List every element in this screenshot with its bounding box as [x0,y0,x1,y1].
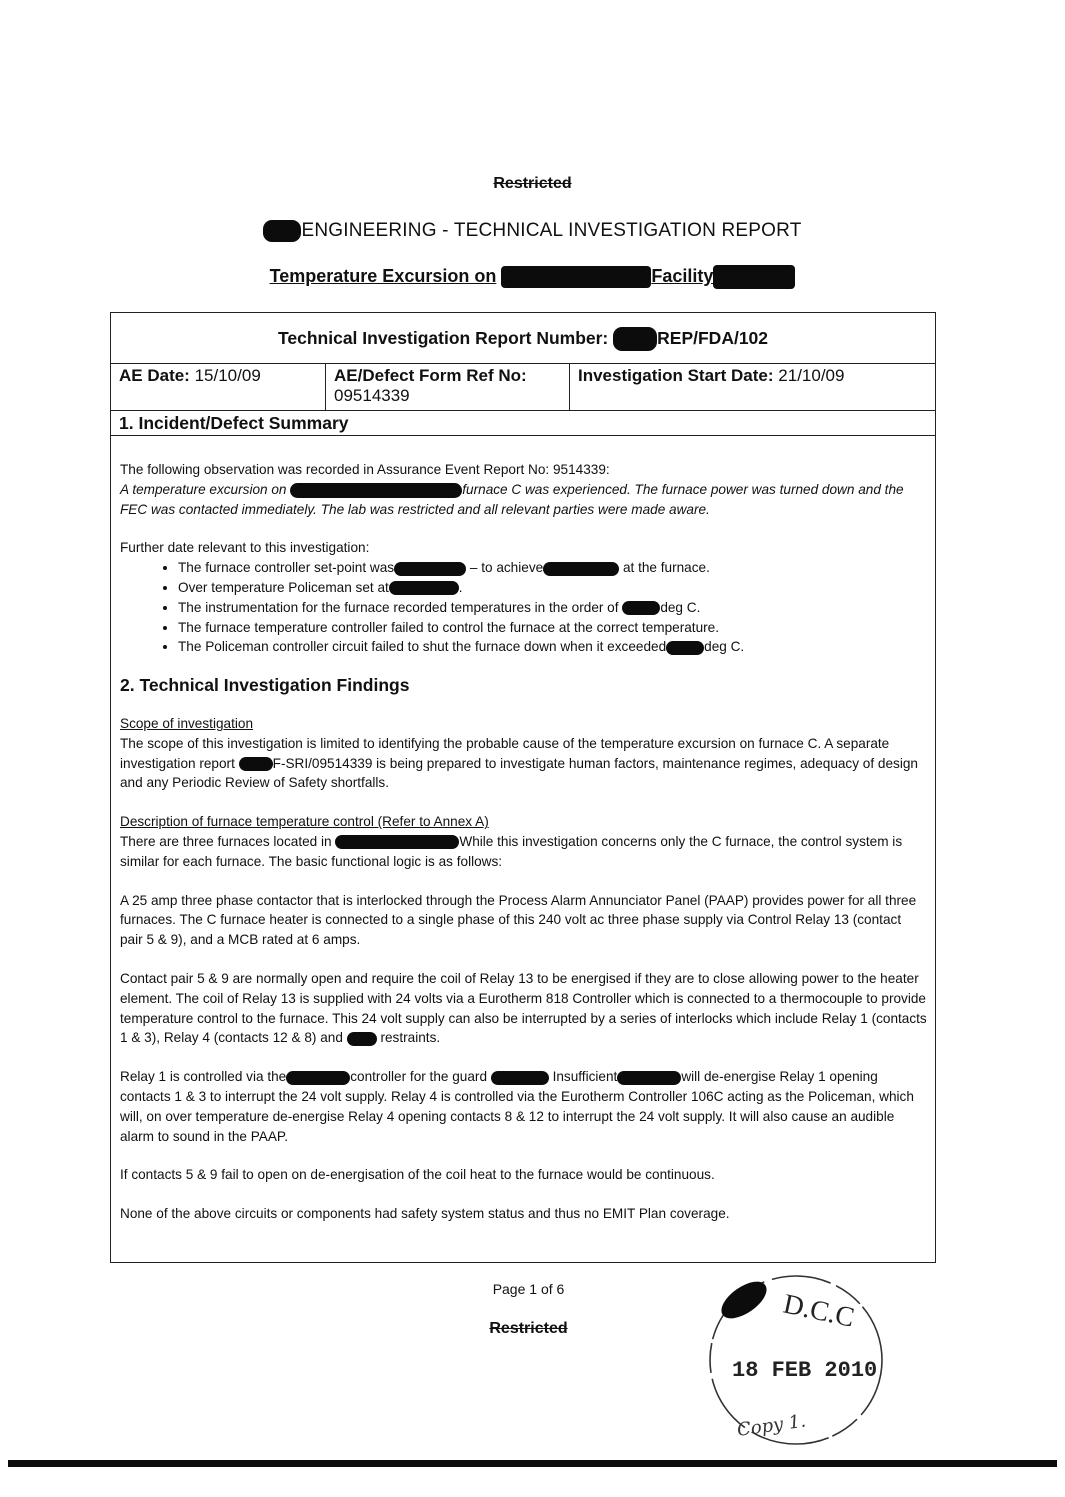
list-item: • The furnace controller set-point was – to achieve at the furnace. [178,558,927,578]
footer-restricted-marking: Restricted [489,1320,568,1337]
description-paragraph: Description of furnace temperature control (Refer to Annex A) There are three furnaces located in While this investigation concerns only the C furnace, the control system is similar for each furnace. The basic functional logic is as follows: [120,814,903,869]
redaction [622,601,660,615]
ae-date-cell: AE Date: 15/10/09 [111,364,326,410]
redaction [335,835,459,849]
redaction [543,562,619,576]
list-item: • Over temperature Policeman set at . [178,578,927,598]
defect-form-cell: AE/Defect Form Ref No: 09514339 [326,364,570,410]
dcc-received-stamp [698,1268,898,1468]
document-subtitle: Temperature Excursion on Facility [0,265,1065,289]
redaction [501,266,651,288]
observation-text: A temperature excursion on furnace C was experienced. The furnace power was turned down and the FEC was contacted immediately. The lab was restricted and all relevant parties were made aware. [120,481,904,517]
redaction [347,1032,377,1046]
further-data-list [120,558,927,657]
safety-status-paragraph: None of the above circuits or components had safety system status and thus no EMIT Plan coverage. [120,1206,730,1222]
redaction [613,327,657,351]
header-restricted-marking: Restricted [493,175,572,192]
contacts-failure-paragraph: If contacts 5 & 9 fail to open on de-energisation of the coil heat to the furnace would be continuous. [120,1167,715,1183]
section2-heading: 2. Technical Investigation Findings [120,675,410,696]
report-body [111,436,935,1224]
stamp-note: Copy 1. [735,1410,808,1441]
observation-intro: The following observation was recorded in Assurance Event Report No: 9514339: [120,462,610,477]
investigation-start-cell: Investigation Start Date: 21/10/09 [578,366,845,385]
report-meta-row [111,364,935,411]
contactor-paragraph: A 25 amp three phase contactor that is interlocked through the Process Alarm Annunciator Panel (PAAP) provides power for all three furnaces. The C furnace heater is connected to a single phase of this 240 volt ac three phase supply via Control Relay 13 (contact pair 5 & 9), and a MCB rated at 6 amps. [120,892,917,948]
list-item: • The Policeman controller circuit failed to shut the furnace down when it exceeded deg C. [178,637,927,657]
further-data-intro: Further date relevant to this investigation: [120,540,370,556]
list-item: • The instrumentation for the furnace recorded temperatures in the order of deg C. [178,598,927,618]
section1-heading: 1. Incident/Defect Summary [111,411,935,436]
redaction [239,757,273,771]
bottom-scan-border [8,1460,1057,1467]
redaction [666,641,704,655]
stamp-date: 18 FEB 2010 [732,1358,878,1383]
redaction [491,1071,549,1085]
scope-paragraph: Scope of investigation The scope of this investigation is limited to identifying the probable cause of the temperature excursion on furnace C. A separate investigation report F-SRI/09514339 is being prepared to investigate human factors, maintenance regimes, adequacy of design and any Periodic Review of Safety shortfalls. [120,715,918,791]
redaction [290,483,462,498]
document-title: ENGINEERING - TECHNICAL INVESTIGATION REPORT [0,220,1065,242]
redaction [713,265,795,289]
report-number-row: Technical Investigation Report Number: REP/FDA/102 [111,313,935,364]
report-table [110,312,936,1263]
stamp-org: D.C.C [780,1288,858,1334]
redaction [263,220,301,242]
redaction [389,581,459,595]
redaction [286,1071,350,1085]
page-number: Page 1 of 6 [492,1281,565,1297]
relay13-paragraph: Contact pair 5 & 9 are normally open and require the coil of Relay 13 to be energised if they are to close allowing power to the heater element. The coil of Relay 13 is supplied with 24 volts via a Eurotherm 818 Controller which is connected to a thermocouple to provide temperature control to the furnace. This 24 volt supply can also be interrupted by a series of interlocks which include Relay 1 (contacts 1 & 3), Relay 4 (contacts 12 & 8) and restraints. [120,970,927,1046]
list-item: • The furnace temperature controller failed to control the furnace at the correct temperature. [178,618,927,638]
redaction [617,1071,681,1085]
redaction [394,562,466,576]
relay1-paragraph: Relay 1 is controlled via the controller for the guard Insufficient will de-energise Relay 1 opening contacts 1 & 3 to interrupt the 24 volt supply. Relay 4 is controlled via the Eurotherm Controller 106C acting as the Policeman, which will, on over temperature de-energise Relay 4 opening contacts 8 & 12 to interrupt the 24 volt supply. It will also cause an audible alarm to sound in the PAAP. [120,1069,914,1144]
